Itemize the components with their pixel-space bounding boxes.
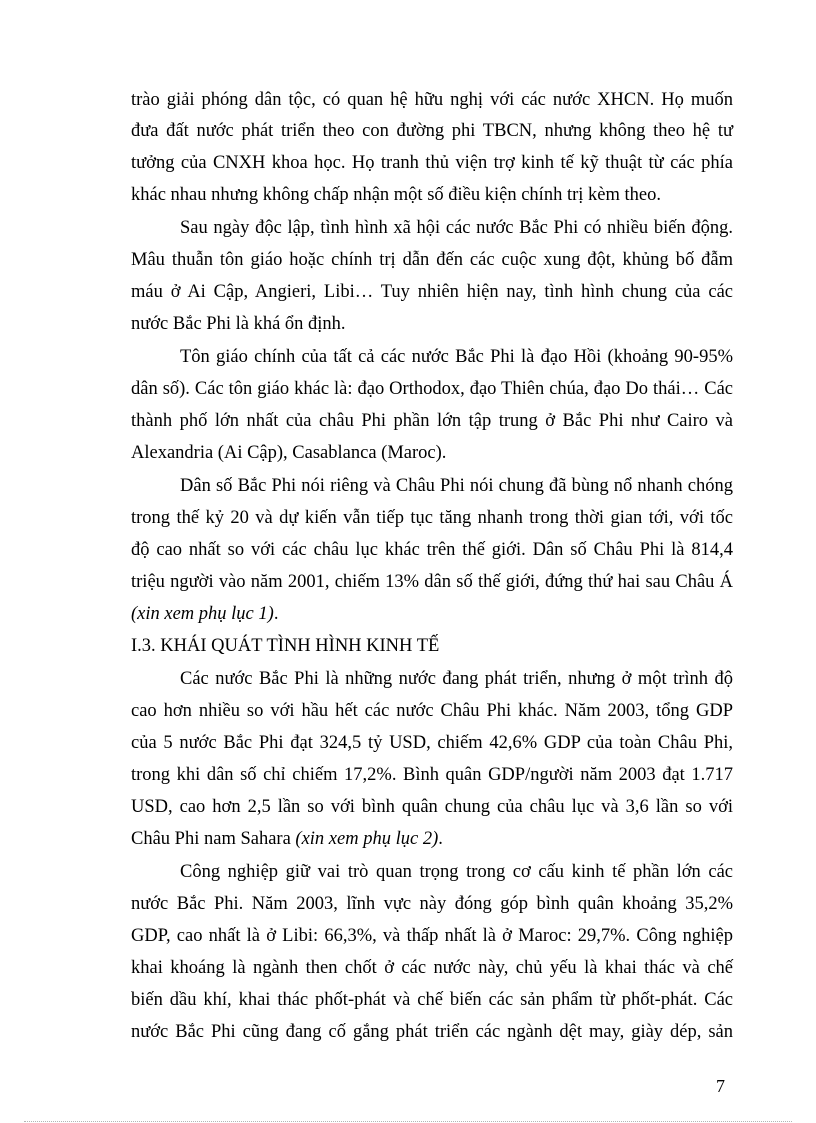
text-line: trong thế kỷ 20 và dự kiến vẫn tiếp tục tăng nhanh trong thời gian tới, với tốc [131, 508, 733, 528]
text-line: Công nghiệp giữ vai trò quan trọng trong cơ cấu kinh tế phần lớn các [180, 862, 733, 882]
text-line: cao hơn nhiều so với hầu hết các nước Châu Phi khác. Năm 2003, tổng GDP [131, 701, 733, 721]
text-line: của 5 nước Bắc Phi đạt 324,5 tỷ USD, chiếm 42,6% GDP của toàn Châu Phi, [131, 733, 733, 753]
text-line: triệu người vào năm 2001, chiếm 13% dân số thế giới, đứng thứ hai sau Châu Á [131, 572, 733, 592]
text-line: Mâu thuẫn tôn giáo hoặc chính trị dẫn đến các cuộc xung đột, khủng bố đẫm [131, 250, 733, 270]
punctuation: . [273, 604, 279, 624]
text-line: thành phố lớn nhất của châu Phi phần lớn tập trung ở Bắc Phi như Cairo và [131, 411, 733, 431]
text-line: Các nước Bắc Phi là những nước đang phát triển, nhưng ở một trình độ [180, 669, 733, 689]
page-number: 7 [716, 1076, 725, 1096]
text-line: tưởng của CNXH khoa học. Họ tranh thủ viện trợ kinh tế kỹ thuật từ các phía [131, 153, 733, 173]
text-line: Sau ngày độc lập, tình hình xã hội các nước Bắc Phi có nhiều biến động. [180, 218, 733, 238]
text-line: GDP, cao nhất là ở Libi: 66,3%, và thấp nhất là ở Maroc: 29,7%. Công nghiệp [131, 926, 733, 946]
text-line [131, 827, 733, 853]
section-heading: I.3. KHÁI QUÁT TÌNH HÌNH KINH TẾ [131, 636, 440, 656]
text-line: USD, cao hơn 2,5 lần so với bình quân chung của châu lục và 3,6 lần so với [131, 797, 733, 817]
appendix-reference: (xin xem phụ lục 1) [131, 604, 274, 624]
text-line [131, 602, 733, 628]
footer-divider [24, 1121, 792, 1122]
text-line: độ cao nhất so với các châu lục khác trên thế giới. Dân số Châu Phi là 814,4 [131, 540, 733, 560]
text-span: Châu Phi nam Sahara [131, 829, 296, 849]
text-line: nước Bắc Phi là khá ổn định. [131, 314, 346, 334]
text-line: Alexandria (Ai Cập), Casablanca (Maroc). [131, 443, 447, 463]
text-line: trong khi dân số chỉ chiếm 17,2%. Bình quân GDP/người năm 2003 đạt 1.717 [131, 765, 733, 785]
appendix-reference: (xin xem phụ lục 2) [295, 829, 439, 849]
text-line: đưa đất nước phát triển theo con đường phi TBCN, nhưng không theo hệ tư [131, 121, 733, 141]
punctuation: . [438, 829, 443, 849]
text-line: dân số). Các tôn giáo khác là: đạo Orthodox, đạo Thiên chúa, đạo Do thái… Các [131, 379, 733, 399]
text-line: trào giải phóng dân tộc, có quan hệ hữu nghị với các nước XHCN. Họ muốn [131, 90, 733, 110]
text-line: Tôn giáo chính của tất cả các nước Bắc Phi là đạo Hồi (khoảng 90-95% [180, 347, 733, 367]
text-line: máu ở Ai Cập, Angieri, Libi… Tuy nhiên hiện nay, tình hình chung của các [131, 282, 733, 302]
text-line: Dân số Bắc Phi nói riêng và Châu Phi nói chung đã bùng nổ nhanh chóng [180, 476, 733, 496]
text-line: khai khoáng là ngành then chốt ở các nước này, chủ yếu là khai thác và chế [131, 958, 733, 978]
text-line: khác nhau nhưng không chấp nhận một số điều kiện chính trị kèm theo. [131, 185, 661, 205]
text-line: biến dầu khí, khai thác phốt-phát và chế biến các sản phẩm từ phốt-phát. Các [131, 990, 733, 1010]
text-line: nước Bắc Phi. Năm 2003, lĩnh vực này đóng góp bình quân khoảng 35,2% [131, 894, 733, 914]
text-line: nước Bắc Phi cũng đang cố gắng phát triển các ngành dệt may, giày dép, sản [131, 1022, 733, 1042]
